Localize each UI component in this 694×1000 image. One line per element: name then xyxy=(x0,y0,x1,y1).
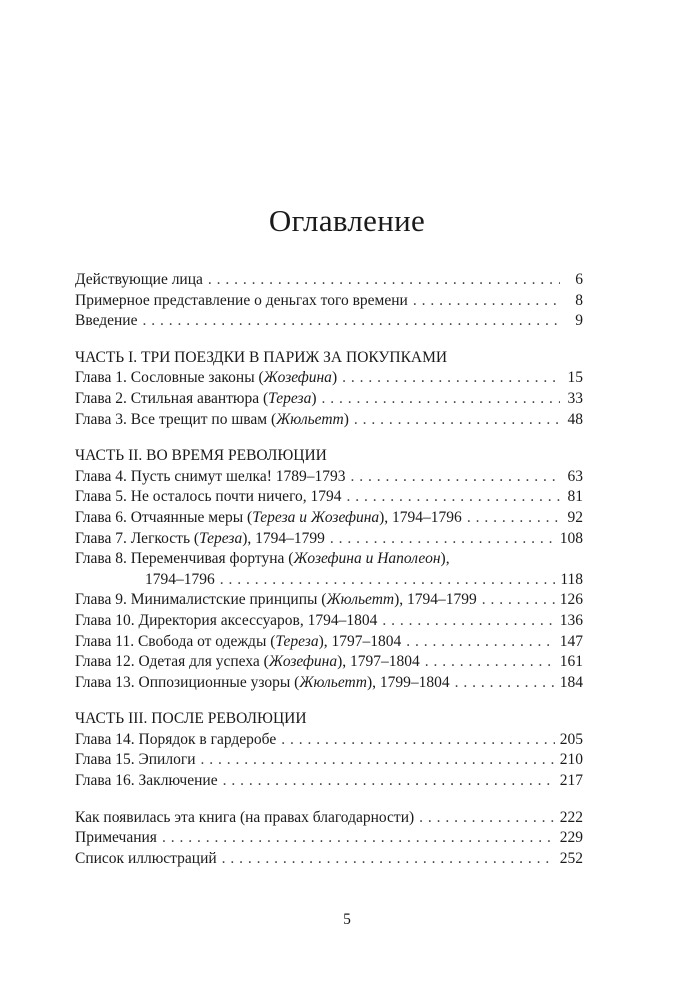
leader-dots xyxy=(220,570,556,591)
toc-entry-label: Примечания xyxy=(75,829,157,847)
toc-entry-label: 1794–1796 xyxy=(145,570,215,588)
toc-entry xyxy=(75,410,583,431)
toc-entry-label: Глава 12. Одетая для успеха (Жозефина), 1797–1804 xyxy=(75,653,420,671)
toc-page-number: 8 xyxy=(575,291,583,309)
leader-dots xyxy=(223,771,555,792)
toc-page-number: 48 xyxy=(567,410,583,428)
leader-dots xyxy=(351,467,560,488)
toc-entry xyxy=(75,311,583,332)
toc-page-number: 15 xyxy=(567,369,583,387)
toc-entry-label: Глава 7. Легкость (Тереза), 1794–1799 xyxy=(75,529,325,547)
toc-entry xyxy=(75,673,583,694)
leader-dots xyxy=(142,311,560,332)
toc-entry xyxy=(75,529,583,550)
toc-page-number: 81 xyxy=(567,488,583,506)
toc-entry-label: Список иллюстраций xyxy=(75,849,217,867)
toc-entry xyxy=(75,487,583,508)
toc-page-number: 252 xyxy=(559,849,583,867)
leader-dots xyxy=(354,410,560,431)
part-heading: ЧАСТЬ II. ВО ВРЕМЯ РЕВОЛЮЦИИ xyxy=(75,447,327,465)
toc-entry-label: Глава 11. Свобода от одежды (Тереза), 1797–1804 xyxy=(75,632,402,650)
toc-entry-label: Глава 14. Порядок в гардеробе xyxy=(75,730,277,748)
toc-entry-label: Глава 1. Сословные законы (Жозефина) xyxy=(75,369,338,387)
toc-page-number: 147 xyxy=(559,632,583,650)
toc-entry-label: Глава 6. Отчаянные меры (Тереза и Жозефина), 1794–1796 xyxy=(75,508,462,526)
section-gap xyxy=(75,792,583,808)
toc-page-number: 217 xyxy=(559,772,583,790)
page-number: 5 xyxy=(343,911,351,928)
toc-page-number: 92 xyxy=(567,508,583,526)
toc-entry xyxy=(75,828,583,849)
leader-dots xyxy=(222,849,555,870)
toc-page-number: 184 xyxy=(559,673,583,691)
toc-entry xyxy=(75,771,583,792)
leader-dots xyxy=(413,291,560,312)
toc-entry-label: Глава 4. Пусть снимут шелка! 1789–1793 xyxy=(75,467,346,485)
leader-dots xyxy=(419,808,555,829)
toc-entry xyxy=(75,467,583,488)
page-title: Оглавление xyxy=(268,203,426,238)
toc-entry xyxy=(75,611,583,632)
toc-entry-label: Действующие лица xyxy=(75,271,203,288)
toc-page-number: 6 xyxy=(575,271,583,288)
leader-dots xyxy=(208,270,560,291)
leader-dots xyxy=(281,730,555,751)
leader-dots xyxy=(482,590,555,611)
toc-entry-label: Глава 15. Эпилоги xyxy=(75,751,196,769)
toc-entry-label: Глава 5. Не осталось почти ничего, 1794 xyxy=(75,488,342,506)
part-heading: ЧАСТЬ I. ТРИ ПОЕЗДКИ В ПАРИЖ ЗА ПОКУПКАМИ xyxy=(75,348,448,366)
toc-page-number: 63 xyxy=(567,467,583,485)
toc-entry xyxy=(75,389,583,410)
toc-page-number: 205 xyxy=(559,730,583,748)
toc-entry-label: Глава 10. Директория аксессуаров, 1794–1804 xyxy=(75,611,378,629)
toc-entry xyxy=(75,291,583,312)
toc-entry-label: Глава 2. Стильная авантюра (Тереза) xyxy=(75,389,317,407)
leader-dots xyxy=(162,828,555,849)
toc-entry-label: Глава 9. Минималистские принципы (Жюльетт), 1794–1799 xyxy=(75,591,477,609)
toc-page-number: 108 xyxy=(559,529,583,547)
toc-page-number: 161 xyxy=(559,653,583,671)
toc-entry-label: Глава 16. Заключение xyxy=(75,772,218,790)
part-heading: ЧАСТЬ III. ПОСЛЕ РЕВОЛЮЦИИ xyxy=(75,710,307,728)
leader-dots xyxy=(406,632,555,653)
toc-entry xyxy=(75,590,583,611)
leader-dots xyxy=(455,673,555,694)
leader-dots xyxy=(322,389,561,410)
toc-entry xyxy=(75,632,583,653)
toc-entry xyxy=(75,849,583,870)
toc-entry-label: Как появилась эта книга (на правах благодарности) xyxy=(75,808,415,826)
toc-entry xyxy=(75,508,583,529)
leader-dots xyxy=(342,368,560,389)
leader-dots xyxy=(201,750,555,771)
toc-entry xyxy=(75,570,583,591)
leader-dots xyxy=(330,529,555,550)
leader-dots xyxy=(425,652,555,673)
toc-entry xyxy=(75,652,583,673)
toc-page-number: 126 xyxy=(559,591,583,609)
toc-entry xyxy=(75,750,583,771)
toc-entry-label: Введение xyxy=(75,312,138,330)
toc-page-number: 9 xyxy=(575,312,583,330)
leader-dots xyxy=(382,611,554,632)
toc-entry-label: Глава 8. Переменчивая фортуна (Жозефина и Наполеон), xyxy=(75,550,450,568)
toc-page-number: 118 xyxy=(560,570,583,588)
toc-page-number: 33 xyxy=(567,389,583,407)
leader-dots xyxy=(347,487,560,508)
toc-entry-label: Глава 13. Оппозиционные узоры (Жюльетт), 1799–1804 xyxy=(75,673,450,691)
toc-entry xyxy=(75,808,583,829)
toc-entry-label: Глава 3. Все трещит по швам (Жюльетт) xyxy=(75,410,349,428)
table-of-contents xyxy=(75,270,583,869)
toc-page-number: 229 xyxy=(559,829,583,847)
leader-dots xyxy=(467,508,560,529)
toc-page-number: 136 xyxy=(559,611,583,629)
toc-entry-label: Примерное представление о деньгах того времени xyxy=(75,291,408,309)
toc-page-number: 222 xyxy=(559,808,583,826)
toc-entry xyxy=(75,270,583,291)
toc-entry xyxy=(75,730,583,751)
toc-entry xyxy=(75,368,583,389)
toc-page-number: 210 xyxy=(559,751,583,769)
